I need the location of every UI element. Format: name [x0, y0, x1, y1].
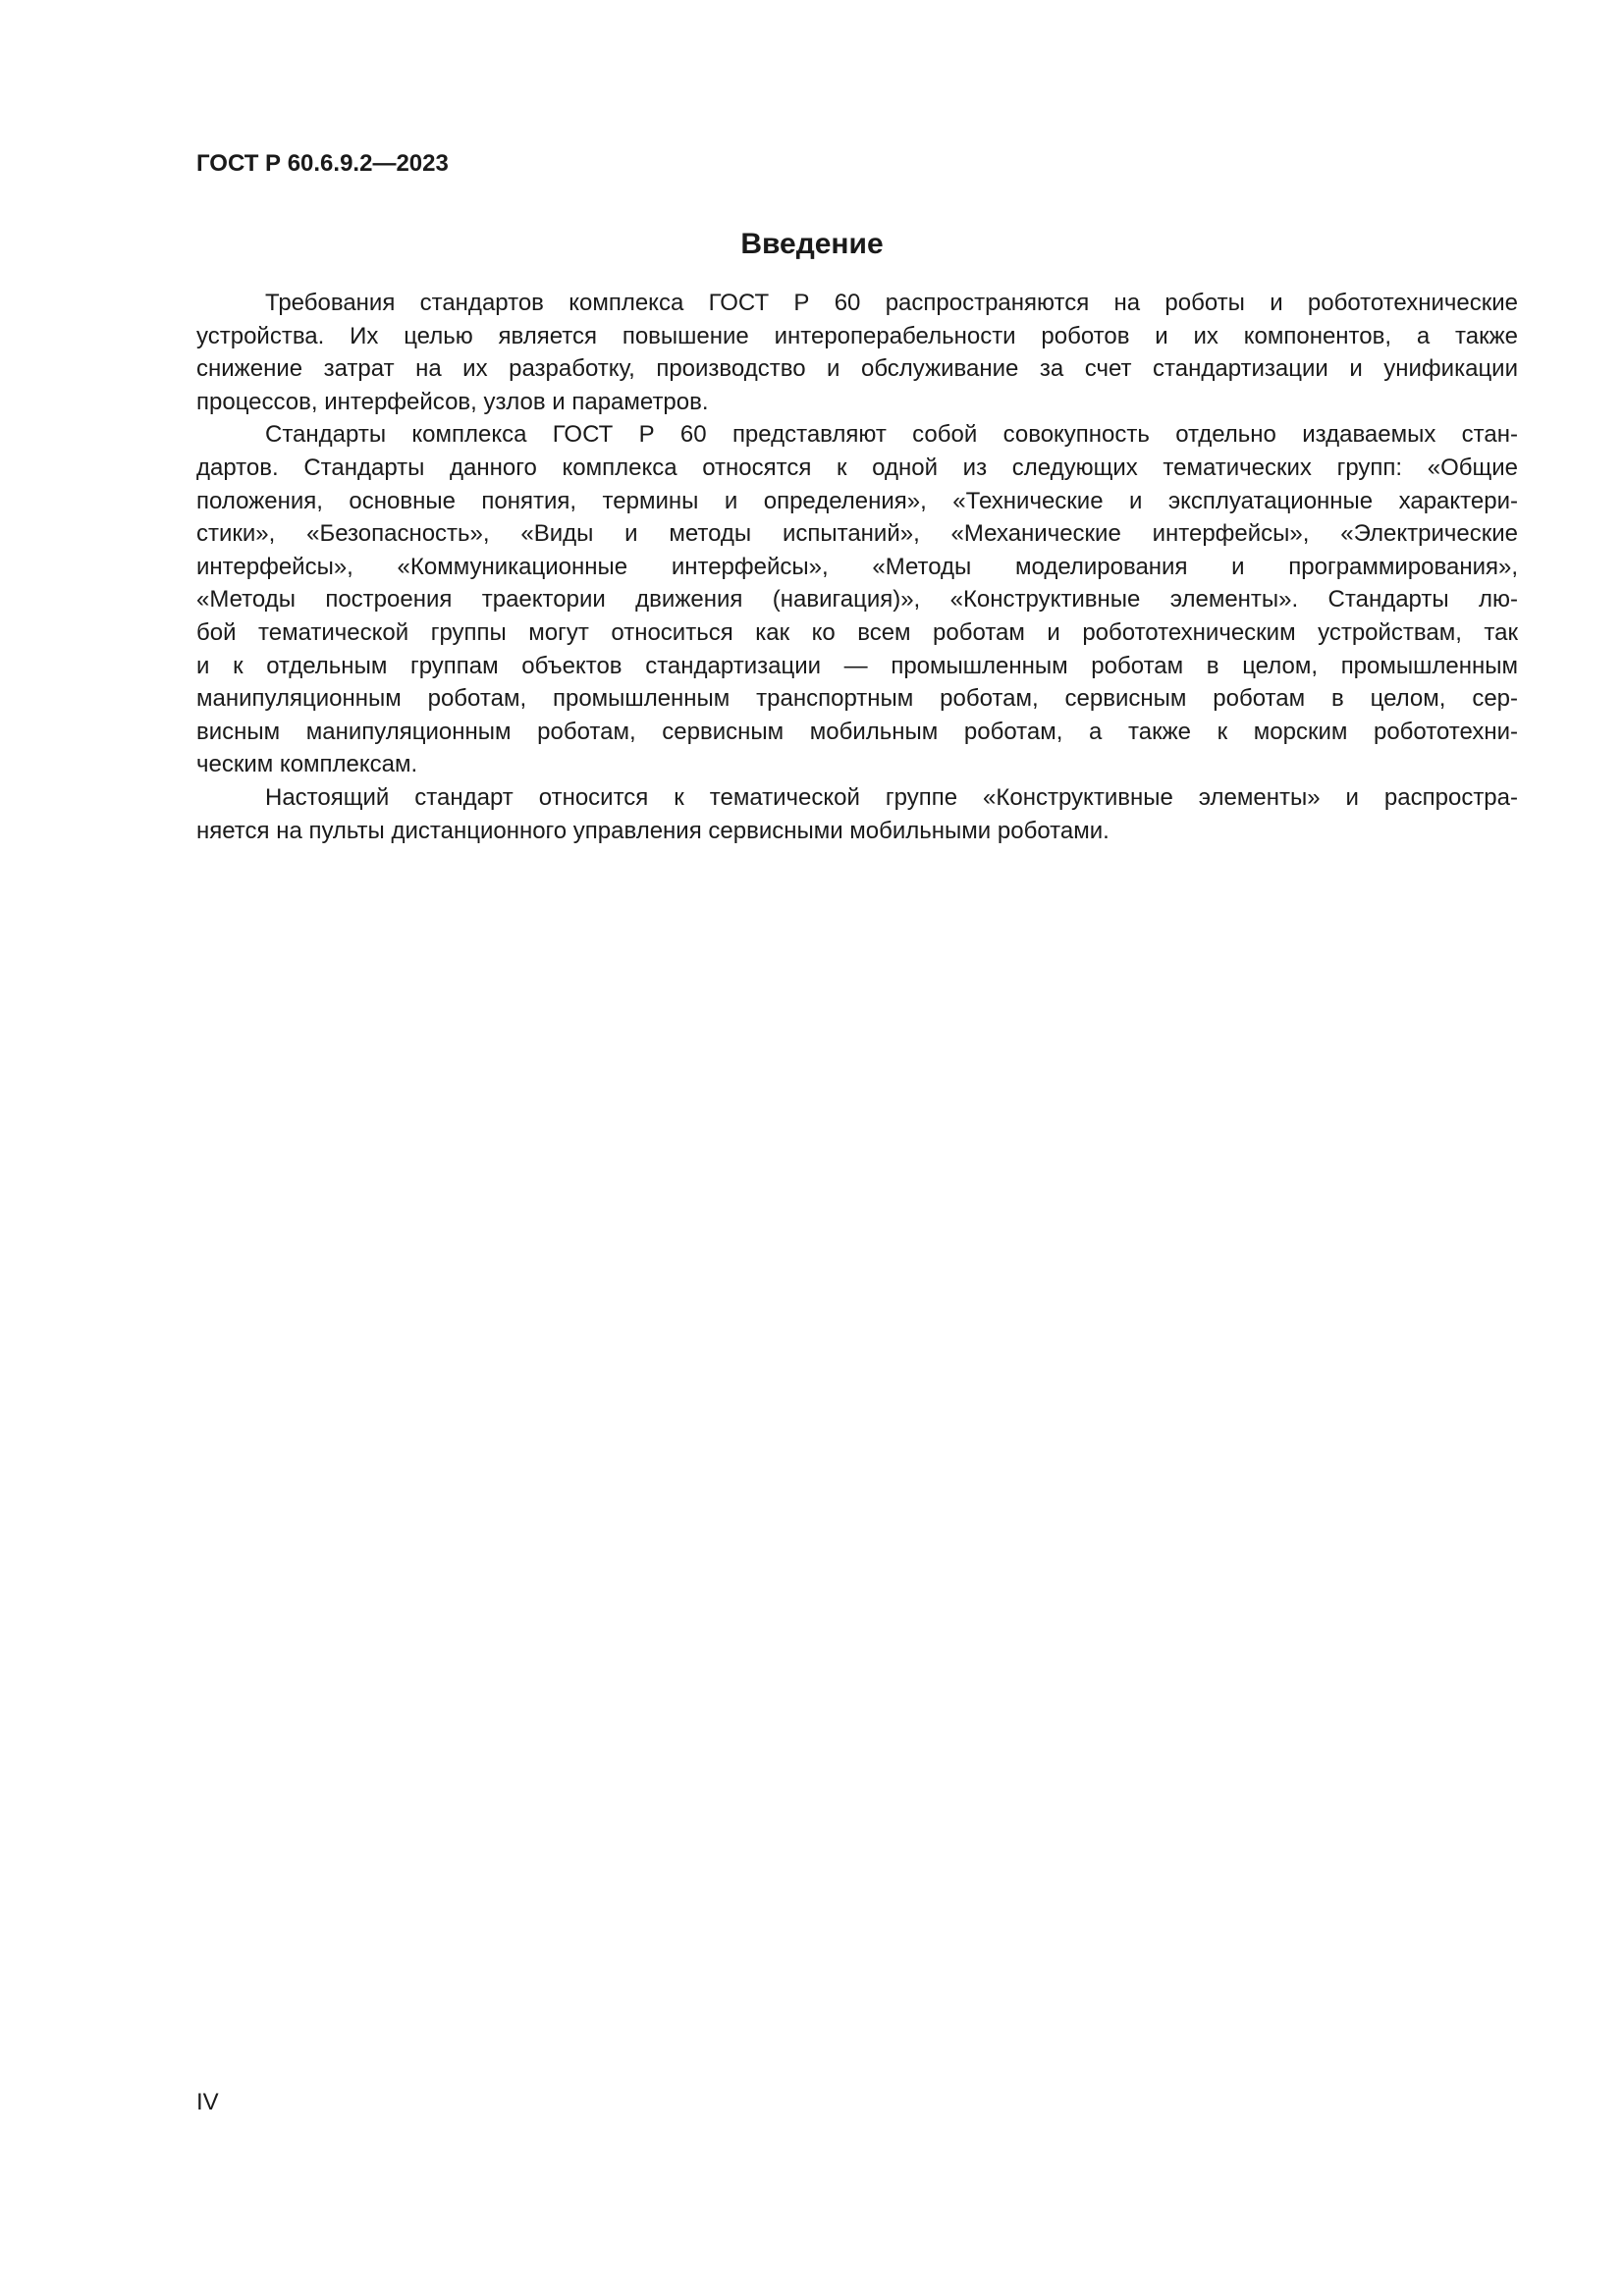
body-text [196, 287, 1518, 847]
text-line: ческим комплексам. [196, 751, 418, 778]
text-line: устройства. Их целью является повышение интероперабельности роботов и их компонентов, а также [196, 322, 1518, 349]
text-line: снижение затрат на их разработку, производство и обслуживание за счет стандартизации и унификации [196, 355, 1518, 383]
text-line: стики», «Безопасность», «Виды и методы испытаний», «Механические интерфейсы», «Электрические [196, 520, 1518, 548]
text-line: Стандарты комплекса ГОСТ Р 60 представляют собой совокупность отдельно издаваемых стан- [265, 421, 1518, 449]
section-title: Введение [740, 228, 884, 260]
paragraph [196, 781, 1518, 847]
text-line: дартов. Стандарты данного комплекса относятся к одной из следующих тематических групп: «Общие [196, 454, 1518, 481]
paragraph [196, 418, 1518, 781]
text-line: Настоящий стандарт относится к тематической группе «Конструктивные элементы» и распростра- [265, 783, 1518, 811]
text-line: и к отдельным группам объектов стандартизации — промышленным роботам в целом, промышленным [196, 652, 1518, 679]
text-line: интерфейсы», «Коммуникационные интерфейсы», «Методы моделирования и программирования», [196, 553, 1518, 580]
text-line: бой тематической группы могут относиться как ко всем роботам и робототехническим устройствам, так [196, 618, 1518, 646]
paragraph [196, 287, 1518, 418]
text-line: «Методы построения траектории движения (навигация)», «Конструктивные элементы». Стандарты лю- [196, 586, 1518, 614]
document-code: ГОСТ Р 60.6.9.2—2023 [196, 150, 449, 177]
text-line: няется на пульты дистанционного управления сервисными мобильными роботами. [196, 817, 1110, 844]
text-line: Требования стандартов комплекса ГОСТ Р 60 распространяются на роботы и робототехнические [265, 290, 1518, 316]
page-number: IV [196, 2089, 219, 2115]
text-line: висным манипуляционным роботам, сервисным мобильным роботам, а также к морским робототехни- [196, 718, 1518, 745]
text-line: манипуляционным роботам, промышленным транспортным роботам, сервисным роботам в целом, сер- [196, 685, 1518, 713]
text-line: положения, основные понятия, термины и определения», «Технические и эксплуатационные характери- [196, 487, 1518, 514]
text-line: процессов, интерфейсов, узлов и параметров. [196, 388, 709, 415]
